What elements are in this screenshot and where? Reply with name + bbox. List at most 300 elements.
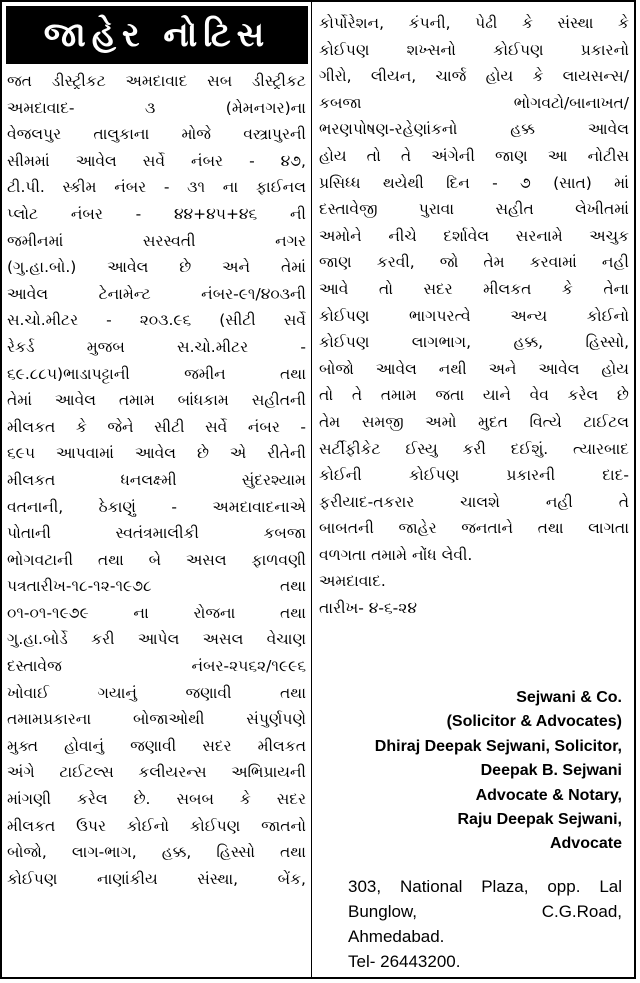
word: દાદ- [602, 466, 629, 485]
word: કોઈપણ [319, 333, 370, 352]
word: સ.ચો.મીટર [177, 337, 249, 356]
word: તાલુકાના [93, 125, 150, 144]
signature-block [375, 686, 622, 857]
word: ટાઈટલ [583, 412, 629, 431]
word: નંબર [247, 417, 280, 436]
word: મોજે [181, 125, 211, 144]
text-line [7, 573, 306, 600]
word: સંસ્થા [557, 14, 594, 32]
word: બેંક, [277, 869, 306, 888]
word: Plaza, [481, 877, 529, 896]
word: ૦૧-૦૧-૧૯૭૯ [7, 603, 89, 622]
word: રેકર્ડ [7, 337, 35, 356]
text-line [348, 874, 622, 899]
signature-line: (Solicitor & Advocates) [446, 713, 622, 731]
word: અમો [425, 412, 457, 431]
word: એ [229, 444, 247, 463]
text-line [7, 653, 306, 680]
word: કોઈપણ [7, 869, 58, 888]
text-line [7, 467, 306, 494]
word: ના [133, 603, 149, 622]
line-text: Tel- 26443200. [348, 952, 461, 971]
word: કરી [462, 439, 486, 458]
word: મીલકત [257, 736, 306, 755]
word: પ્રકારનો [580, 40, 629, 59]
word: તેના [603, 279, 629, 298]
text-line [348, 924, 622, 949]
word: મુક્ત [7, 736, 38, 755]
text-line [7, 440, 306, 467]
word: આવેલ [107, 258, 149, 277]
word: ૨૦૩.૯૬ [139, 311, 192, 330]
word: જાતનો [261, 816, 306, 835]
word: કે [521, 14, 533, 32]
word: બોજાઓથી [132, 710, 205, 729]
word: આવેલ [75, 151, 117, 170]
word: જણાવી [185, 683, 232, 702]
word: કરવામાં [529, 253, 577, 272]
word: (સીટી [219, 311, 256, 330]
word: સર્ટીફીકેટ [319, 439, 381, 458]
word: દઈશું. [510, 439, 549, 458]
word: આપેલ [137, 630, 180, 649]
word: કોઈપણ [408, 466, 460, 485]
text-line [7, 786, 306, 813]
text-line [7, 95, 306, 122]
word: ધનલક્ષ્મી [120, 470, 177, 489]
word: જેને [107, 417, 134, 436]
word: સર્વે [142, 151, 166, 170]
text-line [319, 462, 629, 489]
text-line [319, 489, 629, 516]
word: વસ્ત્રાપુરની [243, 125, 306, 144]
word: મુજબ [86, 337, 125, 356]
word: ટી.પી. [7, 178, 45, 197]
word: સર્વે [283, 311, 306, 330]
word: છે [179, 258, 192, 277]
word: ની [289, 204, 306, 223]
word: - [106, 311, 112, 330]
word: - [492, 173, 498, 192]
text-line [7, 839, 306, 866]
word: હક્ક, [161, 843, 192, 862]
word: નાણાંકીય [96, 869, 158, 888]
text-line [7, 254, 306, 281]
line-text: તારીખ- ૪-૬-૨૪ [319, 599, 417, 618]
word: સબબ [176, 790, 214, 809]
word: સીટી [154, 417, 185, 436]
word: કોઈપણ [189, 816, 241, 835]
word: ટેનામેન્ટ [98, 284, 151, 303]
word: દસ્તાવેજી [319, 200, 378, 219]
word: (સાત) [553, 173, 592, 192]
word: બોજો [319, 359, 354, 378]
text-line [319, 170, 629, 197]
word: સુંદરશ્યામ [241, 470, 306, 489]
word: લેખીતમાં [575, 200, 629, 219]
word: અસલ [185, 550, 227, 569]
word: તમામ [118, 391, 155, 410]
word: પ્રસિધ્ધ [319, 173, 361, 192]
word: નંબર [70, 204, 103, 223]
word: સરનામે [515, 226, 563, 245]
word: તેમ [319, 412, 341, 431]
word: વતનાની, [7, 497, 64, 516]
word: લાગભાગ, [411, 333, 472, 352]
word: અભિપ્રાયની [231, 763, 306, 782]
word: તથા [537, 519, 564, 538]
word: - [163, 178, 170, 197]
word: છે [616, 386, 629, 405]
text-line [7, 281, 306, 308]
word: અમદાવાદ [125, 72, 188, 90]
word: કરેલ [567, 386, 599, 405]
word: જાણ [495, 146, 528, 165]
right-column [314, 2, 634, 977]
word: સદર [276, 790, 306, 809]
word: બે [148, 550, 162, 569]
word: નંબર-૯૧/૪૦૩ની [201, 284, 306, 303]
word: સબ [207, 72, 233, 90]
text-line [319, 568, 629, 595]
word: તે [351, 386, 363, 405]
word: તથા [280, 603, 306, 622]
word: ૬૯.૮૮૫)ભાડાપટ્ટાની [7, 364, 130, 383]
word: અસલ [202, 630, 244, 649]
word: તથા [279, 843, 306, 862]
text-line [319, 595, 629, 622]
text-line [319, 329, 629, 356]
word: ગુ.હા.બોર્ડે [7, 630, 68, 649]
word: જત [7, 72, 32, 90]
word: હક્ક, [513, 333, 544, 352]
word: હક્ક [510, 120, 535, 139]
text-line [319, 63, 629, 90]
text-line [348, 949, 622, 974]
text-line [319, 90, 629, 117]
word: Bunglow, [348, 902, 417, 921]
word: વેજલપુર [7, 125, 62, 144]
word: ઈસ્યુ [405, 439, 438, 458]
word: મીલકત [7, 470, 56, 489]
word: આવેલ [587, 120, 629, 139]
word: કરવી, [376, 253, 415, 272]
word: (મેમનગર)ના [225, 98, 306, 117]
word: જમીનમાં [7, 231, 64, 250]
text-line [319, 276, 629, 303]
word: અમોને [319, 226, 362, 245]
word: કે [618, 14, 629, 32]
word: ના [222, 178, 239, 197]
word: તેમ [483, 253, 505, 272]
word: હોય [485, 67, 514, 86]
left-column [2, 2, 312, 977]
word: સદર [202, 736, 232, 755]
word: દર્શાવેલ [443, 226, 490, 245]
word: ૩૧ [187, 178, 206, 197]
right-text [319, 10, 629, 622]
text-line [7, 759, 306, 786]
word: રીતેની [267, 444, 306, 463]
word: Lal [599, 877, 622, 896]
word: ત્યારબાદ [573, 439, 629, 458]
signature-line: Deepak B. Sejwani [480, 762, 622, 780]
word: સ્કીમ [62, 178, 97, 197]
word: નંબર [114, 178, 147, 197]
word: નોટીસ [587, 146, 629, 165]
word: ગીરો, [319, 67, 352, 86]
word: ઉપર [76, 816, 106, 835]
word: opp. [547, 877, 581, 896]
word: 303, [348, 877, 382, 896]
left-text [7, 68, 306, 892]
signature-line: Advocate & Notary, [475, 786, 622, 804]
word: સીમમાં [7, 151, 50, 170]
word: કોઈનો [586, 306, 629, 325]
word: અમદાવાદ- [7, 98, 75, 117]
word: તમામપ્રકારના [7, 710, 92, 729]
word: ખોવાઈ [7, 683, 50, 702]
word: કોઈપણ [319, 40, 370, 59]
word: ફરીયાદ-તકરાર [319, 492, 415, 511]
word: અન્ય [510, 306, 548, 325]
text-line [7, 520, 306, 547]
word: આવેલ [54, 391, 96, 410]
text-line [319, 116, 629, 143]
word: તેમાં [7, 391, 33, 410]
word: પ્લોટ [7, 204, 39, 223]
word: પોતાની [7, 524, 51, 543]
word: બાબતની [319, 519, 374, 538]
word: આવેલ [134, 444, 177, 463]
word: - [249, 151, 255, 170]
word: ગયાનું [97, 683, 137, 702]
word: ભાગપરત્વે [408, 306, 471, 325]
word: આવે [319, 279, 349, 298]
word: ૬૯૫ [7, 444, 36, 463]
word: સ્વતંત્રમાલીકી [115, 524, 199, 543]
text-line [7, 680, 306, 707]
word: કબજા [263, 524, 306, 543]
word: સંપુર્ણપણે [246, 710, 306, 729]
word: મુદત [478, 412, 508, 431]
word: ૪૭, [280, 151, 306, 170]
word: લાગતા [588, 519, 629, 538]
word: મીલકત [7, 816, 56, 835]
text-line [319, 143, 629, 170]
word: - [300, 337, 306, 356]
text-line [7, 387, 306, 414]
text-line [7, 201, 306, 228]
word: તથા [280, 364, 306, 383]
word: નંબર-૨૫૬૨/૧૯૯૬ [191, 657, 306, 676]
word: National [399, 877, 463, 896]
text-line [7, 121, 306, 148]
word: ભોગવટો/બાનાખત/ [513, 93, 629, 112]
word: ચાલશે [460, 492, 501, 511]
line-text: Ahmedabad. [348, 927, 445, 946]
text-line [7, 414, 306, 441]
word: ડીસ્ટ્રીકટ [51, 72, 106, 90]
word: કરી [91, 630, 115, 649]
word: હોય [319, 146, 347, 165]
word: આવેલ [538, 359, 580, 378]
address-block [348, 874, 622, 974]
word: પ્રકારની [506, 466, 556, 485]
word: ૪૪+૪૫+૪૬ [173, 204, 258, 223]
text-line [7, 148, 306, 175]
text-line [7, 361, 306, 388]
signature-line: Advocate [549, 835, 622, 853]
word: ટાઈટલ્સ [59, 763, 114, 782]
word: ઠેકાણું [98, 497, 136, 516]
word: હિસ્સો, [585, 333, 629, 352]
word: કોઈનો [126, 816, 170, 835]
text-line [7, 866, 306, 893]
text-line [319, 303, 629, 330]
word: છે. [133, 790, 151, 809]
word: નથી [438, 359, 467, 378]
word: તે [400, 146, 412, 165]
word: (ગુ.હા.બો.) [7, 258, 77, 277]
text-line [319, 515, 629, 542]
text-line [348, 899, 622, 924]
word: લાગ-ભાગ, [71, 843, 137, 862]
word: બોજો, [7, 843, 47, 862]
word: વેચાણ [266, 630, 306, 649]
word: થયેથી [382, 173, 424, 192]
word: હિસ્સો [216, 843, 255, 862]
text-line [319, 223, 629, 250]
text-line [7, 626, 306, 653]
word: લાયસન્સ/ [562, 67, 629, 86]
word: સહીતની [251, 391, 306, 410]
signature-line: Raju Deepak Sejwani, [457, 811, 622, 829]
word: માંગણી [7, 790, 52, 809]
word: આવેલ [375, 359, 417, 378]
signature-line: Sejwani & Co. [516, 689, 622, 706]
word: દસ્તાવેજ [7, 657, 62, 676]
word: અંગેની [431, 146, 475, 165]
word: આપવામાં [56, 444, 114, 463]
word: કલીયરન્સ [138, 763, 207, 782]
word: શખ્સનો [406, 40, 456, 59]
word: હોય [601, 359, 629, 378]
word: નંબર [191, 151, 224, 170]
word: દિન [446, 173, 470, 192]
word: જણાવી [130, 736, 177, 755]
word: ભોગવટાની [7, 550, 74, 569]
word: ૩ [144, 98, 156, 117]
word: પુરાવા [418, 200, 455, 219]
word: - [135, 204, 142, 223]
word: તથા [97, 550, 124, 569]
word: અને [488, 359, 517, 378]
word: જાણ [319, 253, 352, 272]
word: કે [532, 67, 544, 86]
text-line [319, 10, 629, 37]
word: મીલકત [7, 417, 56, 436]
word: આ [547, 146, 568, 165]
text-line [7, 494, 306, 521]
text-line [7, 706, 306, 733]
word: સહીત [495, 200, 534, 219]
word: રોજના [193, 603, 236, 622]
word: નહી [601, 253, 629, 272]
word: અને [222, 258, 251, 277]
word: કરેલ [76, 790, 108, 809]
word: છે [196, 444, 209, 463]
word: માં [614, 173, 629, 192]
word: લીયન, [370, 67, 417, 86]
word: જતા [435, 386, 465, 405]
word: અમદાવાદનાએ [212, 497, 306, 516]
word: કોઈપણ [493, 40, 544, 59]
word: તો [366, 146, 381, 165]
word: કોઈની [319, 466, 362, 485]
word: કંપની, [408, 14, 451, 32]
word: જમીન [184, 364, 226, 383]
text-line [319, 249, 629, 276]
word: વિત્યે [529, 412, 562, 431]
word: અંગે [7, 763, 35, 782]
word: સર્વે [205, 417, 228, 436]
word: તથા [280, 683, 306, 702]
word: જનતાને [461, 519, 514, 538]
word: તો [319, 386, 334, 405]
word: નહી [545, 492, 573, 511]
text-line [7, 228, 306, 255]
word: આવેલ [7, 284, 49, 303]
text-line [319, 542, 629, 569]
word: સમજી [361, 412, 404, 431]
word: જો [439, 253, 459, 272]
word: સંસ્થા, [197, 869, 239, 888]
word: વેવ [529, 386, 549, 405]
word: કોર્પોરેશન, [319, 14, 385, 32]
word: તેમાં [280, 258, 306, 277]
text-line [7, 334, 306, 361]
word: બાંધકામ [177, 391, 229, 410]
word: - [171, 497, 177, 516]
word: કે [561, 279, 573, 298]
text-line [7, 307, 306, 334]
word: નીચે [388, 226, 417, 245]
word: હોવાનું [64, 736, 105, 755]
word: યાને [482, 386, 511, 405]
word: કે [239, 790, 251, 809]
word: કોઈપણ [319, 306, 370, 325]
text-line [319, 196, 629, 223]
text-line [319, 382, 629, 409]
line-text: વળગતા તમામે નોંધ લેવી. [319, 545, 473, 564]
word: - [300, 417, 306, 436]
word: મીલકત [483, 279, 532, 298]
word: ડીસ્ટ્રીકટ [251, 72, 306, 90]
word: પત્રતારીખ-૧૮-૧૨-૧૯૭૮ [7, 577, 152, 596]
word: તથા [280, 577, 306, 596]
word: તે [618, 492, 629, 511]
signature-line: Dhiraj Deepak Sejwani, Solicitor, [374, 737, 622, 755]
notice-title: જાહેર નોટિસ [6, 6, 308, 64]
word: સ.ચો.મીટર [7, 311, 79, 330]
word: તમામ [380, 386, 417, 405]
word: ૭ [520, 173, 531, 192]
word: સદર [423, 279, 453, 298]
text-line [7, 600, 306, 627]
word: અચુક [589, 226, 629, 245]
text-line [319, 436, 629, 463]
